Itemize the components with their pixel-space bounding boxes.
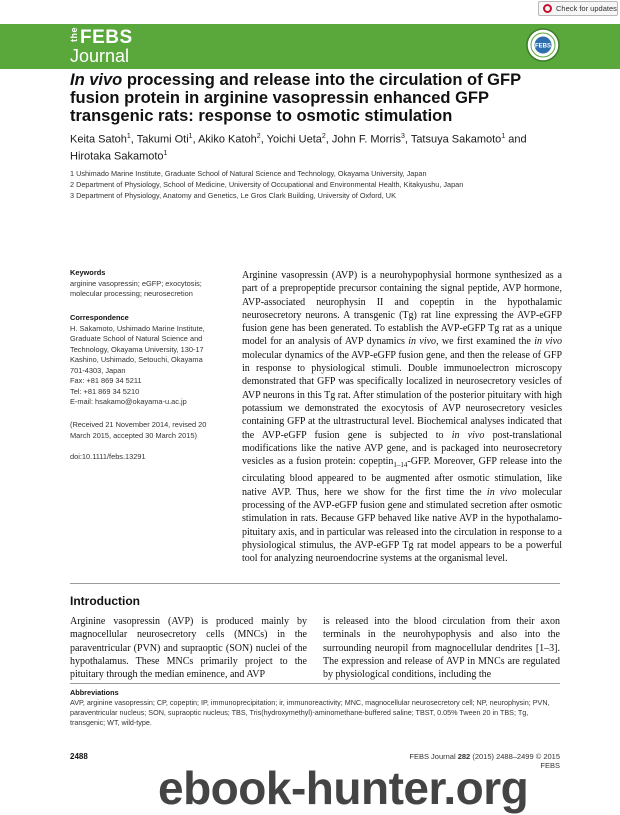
article-title	[70, 71, 540, 125]
title-italic: In vivo	[70, 71, 123, 89]
author-name: Takumi Oti	[136, 133, 189, 146]
correspondence-line: Technology, Okayama University, 130-17	[70, 344, 204, 354]
affiliation-3: 3 Department of Physiology, Anatomy and Genetics, Le Gros Clark Building, University of Oxford, UK	[70, 191, 396, 200]
section-divider	[70, 583, 560, 584]
author-name: Akiko Katoh	[198, 133, 257, 146]
keywords-text: arginine vasopressin; eGFP; exocytosis; molecular processing; neurosecretion	[70, 278, 202, 298]
author-affiliation: 1	[163, 149, 168, 157]
introduction-left-column: Arginine vasopressin (AVP) is produced mainly by magnocellular neurosecretory cells (MNCs) in the paraventricular (PVN) and supraoptic (SON) nuclei of the hypothalamus. These MNCs primarily project to the pituitary through the median eminence, and AVP	[70, 616, 307, 681]
introduction-heading: Introduction	[70, 594, 140, 608]
journal-reference: FEBS Journal 282 (2015) 2488–2499 © 2015 FEBS	[409, 752, 560, 770]
correspondence-line: Graduate School of Natural Science and	[70, 334, 203, 343]
abbreviations-heading: Abbreviations	[70, 688, 119, 697]
author-affiliation: 2	[321, 133, 326, 140]
keywords-heading: Keywords	[70, 268, 106, 277]
check-updates-label: Check for updates	[556, 4, 617, 13]
author-list: Keita Satoh$^1$, Takumi Oti$^1$, Akiko Katoh$^2$, Yoichi Ueta$^2$, John F. Morris$^3$, Tatsuya Sakamoto$^1$ and Hirotaka Sakamoto$^1$	[70, 133, 527, 163]
correspondence-line: 701-4303, Japan	[70, 365, 126, 375]
logo-febs: FEBS	[80, 27, 133, 48]
title-rest: processing and release into the circulation of GFP fusion protein in arginine vasopressin enhanced GFP transgenic rats: response to osmotic stimulation	[70, 71, 521, 125]
author-affiliation: 3	[400, 133, 405, 140]
page-number: 2488	[70, 752, 88, 761]
author-affiliation: 1	[188, 133, 193, 140]
correspondence-email: E-mail: hsakamo@okayama-u.ac.jp	[70, 397, 187, 406]
author-affiliation: 2	[256, 133, 261, 140]
introduction-right-column: is released into the blood circulation from their axon terminals in the neurohypophysis and also into the surrounding neuropil from magnocellular dendrites [1–3]. The expression and release of AVP in MNCs are regulated by physiological conditions, including the	[323, 616, 560, 681]
abbreviations-text: AVP, arginine vasopressin; CP, copeptin; IP, immunoprecipitation; ir, immunoreactivity; MNC, magnocellular neurosecretory cell; NP, neurophysin; PVN, paraventricular nucleus; SON, supraoptic nucleus; TBS, Tris(hydroxymethyl)-aminomethane-buffered saline; TBST, 0.05% Tween 20 in TBS; Tg, transgenic; WT, wild-type.	[70, 698, 550, 727]
received-dates	[70, 420, 235, 441]
author-name: Hirotaka Sakamoto	[70, 150, 164, 163]
febs-emblem-icon	[526, 28, 560, 62]
author-name: Keita Satoh	[70, 133, 127, 146]
author-name: John F. Morris	[331, 133, 401, 146]
abstract-text: Arginine vasopressin (AVP) is a neurohypophysial hormone synthesized as a part of a prepropeptide precursor containing the signal peptide, AVP hormone, AVP-associated neurophysin II and copeptin in the hypothalamic neurosecretory neurons. A transgenic (Tg) rat line expressing the AVP-eGFP fusion gene has been generated. To establish the AVP-eGFP Tg rat as a unique model for an analysis of AVP dynamics in vivo, we first examined the in vivo molecular dynamics of the AVP-eGFP fusion gene, and then the release of GFP in response to physiological stimuli. Double immunoelectron microscopy demonstrated that GFP was specifically localized in neurosecretory vesicles of AVP neurons in this Tg rat. After stimulation of the posterior pituitary with high potassium we demonstrated the exocytosis of AVP neurosecretory vesicles containing GFP at the ultrastructural level. Biochemical analyses indicated that the AVP-eGFP fusion gene is subjected to in vivo post-translational modifications like the native AVP gene, and is packaged into neurosecretory vesicles as a fusion protein: copeptin$_{1-14}$-GFP. Moreover, GFP release into the circulating blood appeared to be augmented after osmotic stimulation, like native AVP. Thus, here we show for the first time the in vivo molecular processing of the AVP-eGFP fusion gene and stimulated secretion after osmotic stimulation in rats. Because GFP behaved like native AVP in the hypothalamo-pituitary axis, and in particular was released into the circulation in response to a physiological stimulus, the AVP-eGFP Tg rat model appears to be a powerful tool for analyzing neuroendocrine systems at the organismal level.	[242, 270, 563, 565]
author-name: Yoichi Ueta	[266, 133, 322, 146]
author-affiliation: 1	[126, 133, 131, 140]
correspondence-section	[70, 313, 235, 408]
correspondence-tel: Tel: +81 869 34 5210	[70, 386, 140, 396]
affiliation-1: 1 Ushimado Marine Institute, Graduate School of Natural Science and Technology, Okayama University, Japan	[70, 169, 427, 178]
check-for-updates-button[interactable]	[538, 1, 618, 16]
correspondence-heading: Correspondence	[70, 313, 129, 322]
keywords-section	[70, 268, 235, 300]
author-name: Tatsuya Sakamoto	[410, 133, 502, 146]
correspondence-line: H. Sakamoto, Ushimado Marine Institute,	[70, 323, 205, 333]
crossmark-icon	[543, 4, 552, 13]
logo-the: the	[69, 27, 79, 42]
logo-journal: Journal	[70, 46, 130, 66]
affiliation-2: 2 Department of Physiology, School of Medicine, University of Occupational and Environmental Health, Kitakyushu, Japan	[70, 180, 464, 189]
watermark: ebook-hunter.org	[158, 762, 529, 814]
abbreviations-divider	[70, 683, 560, 684]
doi: doi:10.1111/febs.13291	[70, 452, 146, 461]
author-affiliation: 1	[501, 133, 506, 140]
correspondence-fax: Fax: +81 869 34 5211	[70, 376, 142, 385]
received-line: (Received 21 November 2014, revised 20	[70, 420, 207, 429]
correspondence-line: Kashino, Ushimado, Setouchi, Okayama	[70, 355, 203, 364]
received-line: March 2015, accepted 30 March 2015)	[70, 430, 197, 440]
emblem-text: FEBS	[534, 43, 552, 50]
